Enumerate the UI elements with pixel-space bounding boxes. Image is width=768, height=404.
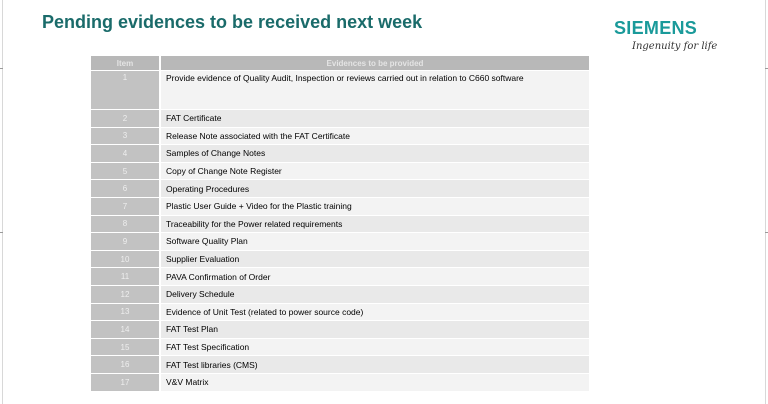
- item-number-cell: 16: [91, 356, 161, 373]
- table-row: [91, 71, 589, 109]
- evidence-cell: Delivery Schedule: [161, 286, 589, 303]
- siemens-logo: [614, 19, 734, 59]
- item-number-cell: 7: [91, 198, 161, 215]
- table-row: [91, 374, 589, 391]
- item-number-cell: 6: [91, 180, 161, 197]
- item-number-cell: 4: [91, 145, 161, 162]
- evidence-cell: Software Quality Plan: [161, 233, 589, 250]
- table-row: [91, 339, 589, 356]
- table-body: [91, 71, 589, 391]
- item-number-cell: 2: [91, 110, 161, 127]
- evidence-cell: FAT Certificate: [161, 110, 589, 127]
- evidence-cell: Plastic User Guide + Video for the Plastic training: [161, 198, 589, 215]
- item-number-cell: 1: [91, 71, 161, 109]
- table-row: [91, 251, 589, 268]
- item-number-cell: 13: [91, 304, 161, 321]
- table-row: [91, 268, 589, 285]
- table-row: [91, 321, 589, 338]
- evidence-cell: Traceability for the Power related requirements: [161, 216, 589, 233]
- table-row: [91, 180, 589, 197]
- logo-wordmark: SIEMENS: [614, 18, 698, 38]
- logo-tagline: Ingenuity for life: [632, 41, 718, 52]
- evidence-cell: FAT Test Plan: [161, 321, 589, 338]
- table-row: [91, 198, 589, 215]
- item-number-cell: 8: [91, 216, 161, 233]
- item-number-cell: 11: [91, 268, 161, 285]
- evidence-cell: V&V Matrix: [161, 374, 589, 391]
- item-number-cell: 15: [91, 339, 161, 356]
- table-row: [91, 128, 589, 145]
- evidence-cell: PAVA Confirmation of Order: [161, 268, 589, 285]
- item-number-cell: 10: [91, 251, 161, 268]
- table-row: [91, 110, 589, 127]
- table-row: [91, 286, 589, 303]
- table-row: [91, 304, 589, 321]
- item-number-cell: 5: [91, 163, 161, 180]
- evidence-cell: Supplier Evaluation: [161, 251, 589, 268]
- item-number-cell: 3: [91, 128, 161, 145]
- item-number-cell: 14: [91, 321, 161, 338]
- item-number-cell: 17: [91, 374, 161, 391]
- evidence-cell: FAT Test Specification: [161, 339, 589, 356]
- table-row: [91, 216, 589, 233]
- column-header-item: Item: [91, 56, 161, 70]
- evidence-table: [91, 55, 589, 392]
- table-row: [91, 233, 589, 250]
- evidence-cell: Release Note associated with the FAT Certificate: [161, 128, 589, 145]
- slide-edge-tick: [0, 68, 3, 69]
- slide-title: Pending evidences to be received next week: [42, 12, 423, 32]
- evidence-cell: Samples of Change Notes: [161, 145, 589, 162]
- item-number-cell: 9: [91, 233, 161, 250]
- table-row: [91, 145, 589, 162]
- slide-edge-tick: [0, 232, 3, 233]
- item-number-cell: 12: [91, 286, 161, 303]
- table-header-row: [91, 56, 589, 70]
- evidence-cell: Operating Procedures: [161, 180, 589, 197]
- table-row: [91, 356, 589, 373]
- column-header-evidence: Evidences to be provided: [161, 56, 589, 70]
- evidence-cell: FAT Test libraries (CMS): [161, 356, 589, 373]
- evidence-cell: Provide evidence of Quality Audit, Inspection or reviews carried out in relation to C660 software: [161, 71, 589, 109]
- evidence-cell: Evidence of Unit Test (related to power source code): [161, 304, 589, 321]
- table-row: [91, 163, 589, 180]
- evidence-cell: Copy of Change Note Register: [161, 163, 589, 180]
